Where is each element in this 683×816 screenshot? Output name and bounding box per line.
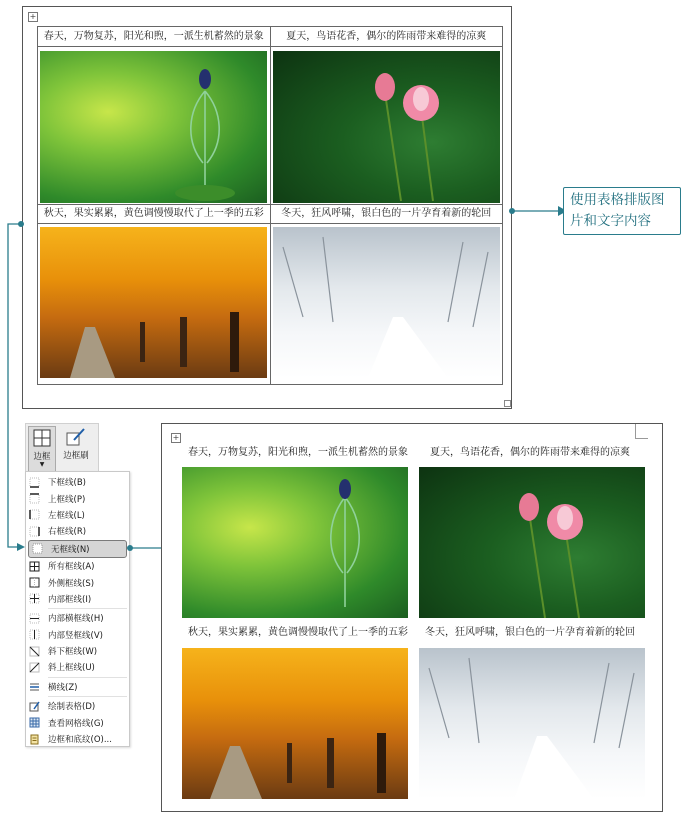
- table-cell-image: [414, 464, 646, 621]
- menu-item-border-all[interactable]: [26, 558, 129, 574]
- menu-item-label: 边框和底纹(O)...: [48, 735, 112, 746]
- table-cell-image: [270, 47, 503, 205]
- summer-lotus-photo[interactable]: [273, 51, 500, 203]
- border-outside-icon: [29, 577, 40, 588]
- autumn-path-graphic: [40, 227, 267, 378]
- menu-item-label: 无框线(N): [51, 544, 90, 555]
- menu-item-border-none[interactable]: [28, 540, 127, 558]
- menu-item-label: 外侧框线(S): [48, 578, 95, 589]
- menu-item-border-inside[interactable]: [26, 591, 129, 607]
- menu-item-border-bottom[interactable]: [26, 474, 129, 490]
- border-painter-icon: [66, 428, 86, 446]
- menu-item-label: 上框线(P): [48, 494, 86, 505]
- menu-item-border-inside-vertical[interactable]: [26, 627, 129, 643]
- border-bottom-icon: [29, 477, 40, 488]
- table-cell-caption: 秋天，果实累累，黄色调慢慢取代了上一季的五彩: [188, 627, 408, 638]
- menu-separator: [48, 677, 127, 678]
- borders-shading-icon: [29, 734, 40, 745]
- menu-item-draw-table[interactable]: [26, 698, 129, 714]
- autumn-forest-photo[interactable]: [182, 648, 408, 799]
- menu-item-border-inside-horizontal[interactable]: [26, 610, 129, 626]
- view-gridlines-icon: [29, 717, 40, 728]
- table-cell-caption: 冬天，狂风呼啸，银白色的一片孕育着新的轮回: [270, 205, 503, 224]
- border-left-icon: [29, 509, 40, 520]
- menu-item-border-right[interactable]: [26, 523, 129, 539]
- document-page-with-borders: [22, 6, 512, 409]
- border-painter-button[interactable]: [57, 426, 95, 470]
- menu-item-view-gridlines[interactable]: [26, 714, 129, 730]
- page-corner-mark: [635, 424, 648, 439]
- table-cell-caption: 秋天，果实累累，黄色调慢慢取代了上一季的五彩: [38, 205, 271, 224]
- border-inside-horizontal-icon: [29, 613, 40, 624]
- snow-path-graphic: [419, 648, 645, 799]
- chevron-down-icon: ▼: [39, 461, 45, 468]
- menu-item-label: 内部竖框线(V): [48, 630, 103, 641]
- border-inside-vertical-icon: [29, 629, 40, 640]
- diagonal-down-icon: [29, 646, 40, 657]
- table-cell-image: [182, 464, 414, 621]
- document-page-no-borders: [161, 423, 663, 812]
- callout-text: 使用表格排版图片和文字内容: [570, 192, 665, 229]
- table-move-handle-icon[interactable]: +: [29, 12, 37, 21]
- menu-item-label: 右框线(R): [48, 527, 87, 538]
- table-move-handle-icon[interactable]: +: [172, 433, 180, 442]
- callout-note: [563, 187, 681, 235]
- borders-button[interactable]: [28, 426, 56, 472]
- border-right-icon: [29, 526, 40, 537]
- table-cell-caption: 夏天，鸟语花香，偶尔的阵雨带来难得的凉爽: [270, 27, 503, 47]
- connector-line: [2, 218, 26, 554]
- menu-item-horizontal-line[interactable]: [26, 679, 129, 695]
- menu-item-label: 绘制表格(D): [48, 702, 96, 713]
- lotus-flower-graphic: [273, 51, 500, 203]
- lotus-bud-graphic: [182, 467, 408, 618]
- layout-table-bordered: [37, 26, 503, 385]
- borders-button-label: 边框: [33, 452, 51, 462]
- table-cell-caption: 冬天，狂风呼啸，银白色的一片孕育着新的轮回: [425, 627, 635, 638]
- autumn-path-graphic: [182, 648, 408, 799]
- lotus-bud-graphic: [40, 51, 267, 203]
- menu-item-label: 下框线(B): [48, 478, 86, 489]
- menu-item-label: 所有框线(A): [48, 562, 95, 573]
- lotus-flower-graphic: [419, 467, 645, 618]
- table-resize-handle[interactable]: [504, 400, 511, 407]
- menu-item-border-outside[interactable]: [26, 574, 129, 590]
- menu-item-label: 内部框线(I): [48, 594, 92, 605]
- draw-table-icon: [29, 701, 40, 712]
- table-cell-caption: 春天，万物复苏，阳光和煦，一派生机蓄然的景象: [38, 27, 271, 47]
- table-cell-image: [38, 47, 271, 205]
- table-cell-image: [38, 224, 271, 385]
- table-cell-image: [270, 224, 503, 385]
- border-painter-label: 边框刷: [63, 451, 89, 461]
- menu-separator: [48, 696, 127, 697]
- menu-item-label: 查看网格线(G): [48, 718, 104, 729]
- border-top-icon: [29, 493, 40, 504]
- spring-lotus-photo[interactable]: [40, 51, 267, 203]
- border-all-icon: [33, 429, 51, 447]
- horizontal-line-icon: [29, 681, 40, 692]
- menu-item-label: 斜上框线(U): [48, 663, 95, 674]
- winter-snow-photo[interactable]: [273, 227, 500, 378]
- table-cell-image: [414, 645, 646, 802]
- menu-item-label: 左框线(L): [48, 510, 85, 521]
- border-inside-icon: [29, 593, 40, 604]
- border-none-icon: [32, 543, 43, 554]
- table-cell-image: [182, 645, 414, 802]
- menu-item-label: 内部横框线(H): [48, 614, 104, 625]
- callout-arrow: [508, 204, 568, 218]
- table-cell-caption: 春天，万物复苏，阳光和煦，一派生机蓄然的景象: [188, 447, 408, 458]
- menu-item-diagonal-down[interactable]: [26, 643, 129, 659]
- winter-snow-photo[interactable]: [419, 648, 645, 799]
- summer-lotus-photo[interactable]: [419, 467, 645, 618]
- snow-path-graphic: [273, 227, 500, 378]
- menu-item-label: 横线(Z): [48, 682, 78, 693]
- diagonal-up-icon: [29, 662, 40, 673]
- menu-item-border-top[interactable]: [26, 490, 129, 506]
- menu-item-borders-shading[interactable]: [26, 731, 129, 747]
- border-all-icon: [29, 561, 40, 572]
- layout-table-no-borders: [182, 442, 646, 802]
- menu-item-label: 斜下框线(W): [48, 647, 98, 658]
- menu-item-diagonal-up[interactable]: [26, 659, 129, 675]
- table-cell-caption: 夏天，鸟语花香，偶尔的阵雨带来难得的凉爽: [430, 447, 630, 458]
- borders-dropdown-menu: [25, 471, 130, 747]
- ribbon-borders-group: [25, 423, 99, 473]
- menu-separator: [48, 608, 127, 609]
- menu-item-border-left[interactable]: [26, 507, 129, 523]
- spring-lotus-photo[interactable]: [182, 467, 408, 618]
- autumn-forest-photo[interactable]: [40, 227, 267, 378]
